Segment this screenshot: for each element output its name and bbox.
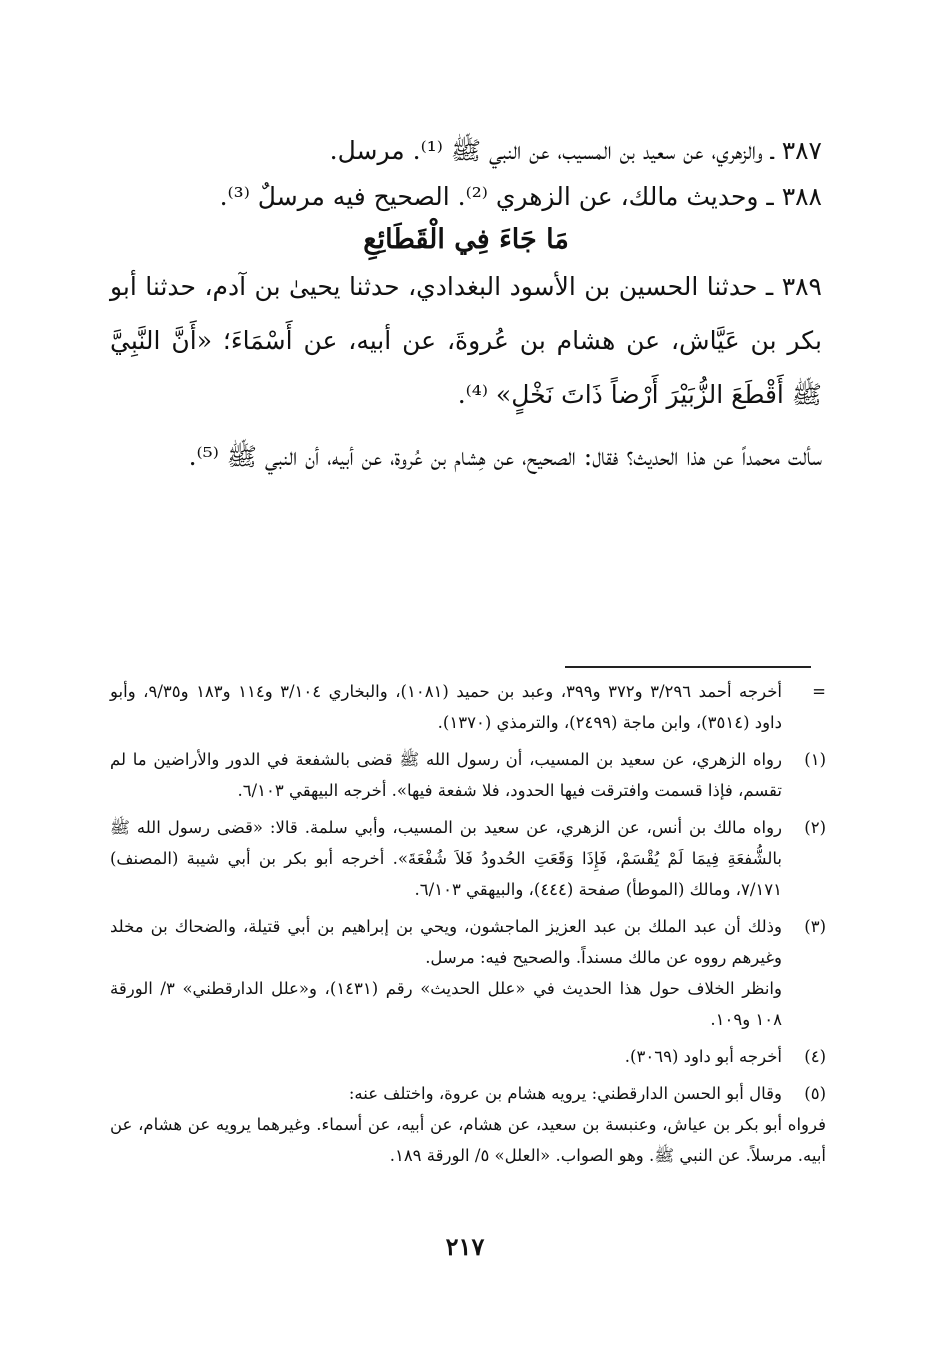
footnote-1 bbox=[110, 744, 826, 806]
footnote-4-text: أخرجه أبو داود (٣٠٦٩). bbox=[624, 1047, 782, 1066]
bukhari-question: سألت محمداً عن هذا الحديث؟ فقال: الصحيح، عن هِشام بن عُروة، عن أبيه، أن النبي ﷺ ⁽⁵⁾. bbox=[188, 442, 822, 471]
footnote-4 bbox=[110, 1041, 826, 1072]
footnote-5-marker: (٥) bbox=[804, 1084, 826, 1103]
footnote-5 bbox=[110, 1078, 826, 1109]
footnote-continuation-text: أخرجه أحمد ٣/٢٩٦ و٣٧٢ و٣٩٩، وعبد بن حميد (١٠٨١)، والبخاري ٣/١٠٤ و١١٤ و١٨٣ و٩/٣٥، وأبو داود (٣٥١٤)، وابن ماجة (٢٤٩٩)، والترمذي (١٣٧٠). bbox=[110, 682, 782, 732]
footnote-4-marker: (٤) bbox=[804, 1047, 826, 1066]
main-text bbox=[110, 128, 822, 484]
footnote-3 bbox=[110, 911, 826, 1035]
footnote-3-text bbox=[110, 911, 782, 1035]
footnote-5-text: وقال أبو الحسن الدارقطني: يرويه هشام بن عروة، واختلف عنه: bbox=[348, 1084, 782, 1103]
hadith-388: ٣٨٨ ـ وحديث مالك، عن الزهري ⁽²⁾. الصحيح فيه مرسلٌ ⁽³⁾. bbox=[219, 182, 822, 211]
footnote-continuation-marker: = bbox=[812, 682, 826, 701]
footnote-5-continuation: فرواه أبو بكر بن عياش، وعنبسة بن سعيد، عن هشام، عن أبيه، عن أسماء. وغيرهما يرويه عن هشام، عن أبيه. مرسلاً. عن النبي ﷺ. وهو الصواب. «العلل» ٥/ الورقة ١٨٩. bbox=[110, 1115, 826, 1165]
hadith-387: ٣٨٧ ـ والزهري، عن سعيد بن المسيب، عن النبي ﷺ ⁽¹⁾. مرسل. bbox=[329, 136, 822, 165]
footnote-1-marker: (١) bbox=[804, 750, 826, 769]
hadith-389: ٣٨٩ ـ حدثنا الحسين بن الأسود البغدادي، حدثنا يحيىٰ بن آدم، حدثنا أبو بكر بن عَيَّاش، عن هشام بن عُروةَ، عن أبيه، عن أَسْمَاءَ؛ «أَنَّ النَّبِيَّ ﷺ أَقْطَعَ الزُّبَيْرَ أَرْضاً ذَاتَ نَخْلٍ» ⁽⁴⁾. bbox=[110, 272, 822, 409]
footnote-2-text: رواه مالك بن أنس، عن الزهري، عن سعيد بن المسيب، وأبي سلمة. قالا: «قضى رسول الله ﷺ بالشُّفعَةِ فِيمَا لَمْ يُقْسَمْ، فَإِذَا وَقَعَتِ الحُدودُ فَلاَ شُفْعَةَ». أخرجه أبو بكر بن أبي شيبة (المصنف) ٧/١٧١، ومالك (الموطأ) صفحة (٤٤٤)، والبيهقي ٦/١٠٣. bbox=[110, 818, 782, 899]
footnote-continuation bbox=[110, 676, 826, 738]
footnote-2 bbox=[110, 812, 826, 905]
footnote-2-marker: (٢) bbox=[804, 818, 826, 837]
footnote-3-marker: (٣) bbox=[804, 917, 826, 936]
footnote-1-text: رواه الزهري، عن سعيد بن المسيب، أن رسول الله ﷺ قضى بالشفعة في الدور والأراضين ما لم تقسم، فإذا قسمت وافترقت فيها الحدود، فلا شفعة فيها». أخرجه البيهقي ٦/١٠٣. bbox=[110, 750, 782, 800]
section-heading: مَا جَاءَ فِي الْقَطَائِعِ bbox=[363, 224, 569, 255]
footnote-3-text-b: وانظر الخلاف حول هذا الحديث في «علل الحديث» رقم (١٤٣١)، و«علل الدارقطني» ٣/ الورقة ١٠٨ و١٠٩. bbox=[110, 979, 782, 1029]
footnotes bbox=[110, 676, 826, 1171]
footnote-3-text-a: وذلك أن عبد الملك بن عبد العزيز الماجشون، ويحي بن إبراهيم بن أبي قتيلة، والضحاك بن مخلد وغيرهم رووه عن مالك مسنداً. والصحيح فيه: مرسل. bbox=[110, 917, 782, 967]
footnote-divider bbox=[565, 666, 811, 668]
page-number: ٢١٧ bbox=[445, 1232, 485, 1261]
